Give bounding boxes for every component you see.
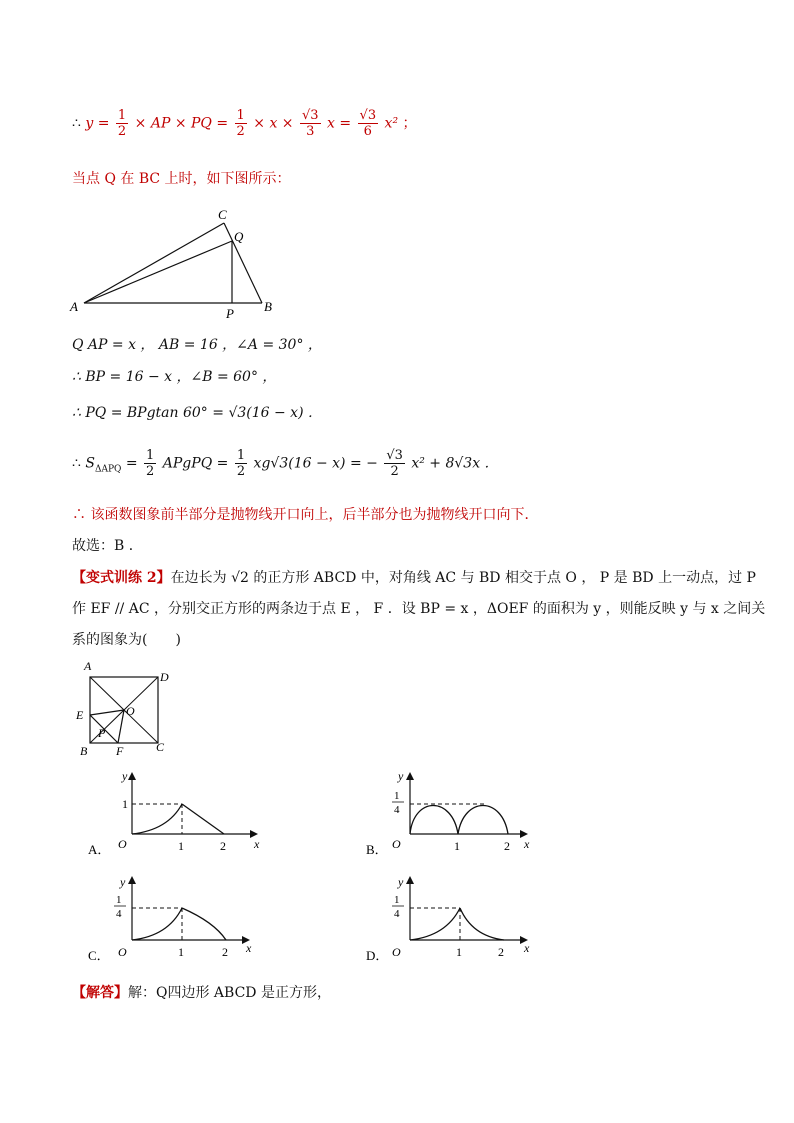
- svg-text:1: 1: [456, 945, 462, 959]
- option-letter: B．: [366, 842, 388, 857]
- svg-text:y: y: [398, 769, 404, 783]
- option-letter: C．: [88, 948, 110, 963]
- option-letter: D．: [366, 948, 389, 963]
- fraction-one-half: $\frac{1}{2}$: [117, 108, 127, 139]
- formula-area-apq: ∴ $S_{\Delta APQ}$ = $\frac{1}{2}$ APgPQ = $\frac{1}{2}$ xg√3(16 − x) = − $\frac{√3}{2}$ x² + 8√3x ．: [72, 448, 499, 479]
- svg-text:1: 1: [122, 797, 128, 811]
- option-b-graph[interactable]: [362, 768, 542, 860]
- curve-hump-1: [410, 806, 458, 835]
- conclusion-text: ∴ 该函数图象前半部分是抛物线开口向上，后半部分也为抛物线开口向下．: [72, 507, 539, 523]
- label-d: D: [160, 670, 169, 684]
- option-d-graph[interactable]: [362, 872, 542, 964]
- segment-eo: [90, 710, 124, 715]
- fraction-root3-over-6: $\frac{√3}{6}$: [359, 108, 377, 139]
- problem-line-2: 作 EF // AC ，分别交正方形的两条边于点 E ， F ．设 BP = x ，ΔOEF 的面积为 y ，则能反映 y 与 x 之间关: [72, 601, 766, 617]
- square-figure: [72, 657, 182, 759]
- option-c-graph[interactable]: [84, 872, 264, 964]
- problem-tag: 【变式训练 2】: [72, 570, 171, 586]
- step-bp: ∴ BP = 16 − x ，∠B = 60° ，: [72, 369, 277, 385]
- curve-part-1: [132, 804, 182, 834]
- fraction-one-half-2: $\frac{1}{2}$: [236, 108, 245, 139]
- svg-text:y: y: [120, 875, 126, 889]
- svg-text:O: O: [118, 945, 127, 959]
- svg-text:x: x: [524, 837, 530, 851]
- label-p: P: [226, 306, 234, 321]
- segment-aq: [84, 241, 232, 303]
- svg-text:2: 2: [220, 839, 226, 853]
- svg-text:1: 1: [454, 839, 460, 853]
- svg-text:O: O: [118, 837, 127, 851]
- svg-text:O: O: [392, 945, 401, 959]
- svg-text:y: y: [122, 769, 128, 783]
- formula-area-line: ∴ y = $\frac{1}{2}$ × AP × PQ = $\frac{1}{2}$ × x × $\frac{√3}{3}$ x = $\frac{√3}{6}$ x² ；: [72, 108, 417, 139]
- label-c: C: [156, 740, 165, 754]
- svg-text:O: O: [392, 837, 401, 851]
- formula-y-equals: y =: [85, 115, 114, 132]
- fraction-root3-over-3: $\frac{√3}{3}$: [301, 108, 319, 139]
- label-b: B: [80, 744, 88, 758]
- label-e: E: [76, 708, 84, 722]
- svg-text:4: 4: [394, 908, 400, 920]
- svg-text:4: 4: [116, 908, 122, 920]
- option-a-graph[interactable]: [84, 768, 264, 860]
- svg-text:1: 1: [178, 839, 184, 853]
- label-f: F: [116, 744, 124, 758]
- svg-text:2: 2: [504, 839, 510, 853]
- label-b: B: [264, 299, 272, 314]
- svg-text:y: y: [398, 875, 404, 889]
- segment-ac: [84, 223, 224, 303]
- svg-text:2: 2: [222, 945, 228, 959]
- given-conditions: Q AP = x ， AB = 16 ，∠A = 30° ，: [72, 337, 322, 353]
- label-c: C: [218, 207, 227, 222]
- curve-hump-2: [458, 806, 508, 835]
- label-a: A: [70, 299, 78, 314]
- svg-text:2: 2: [498, 945, 504, 959]
- curve-part-2: [182, 908, 226, 940]
- curve-part-2: [460, 908, 504, 940]
- curve-part-1: [132, 908, 182, 940]
- svg-text:x: x: [524, 941, 530, 955]
- svg-text:x: x: [254, 837, 260, 851]
- label-p: P: [98, 726, 106, 740]
- option-letter: A．: [88, 842, 111, 857]
- answer-choice: 故选：B ．: [72, 538, 143, 554]
- step-pq: ∴ PQ = BPgtan 60° = √3(16 − x) ．: [72, 405, 322, 421]
- triangle-figure: [68, 205, 288, 325]
- curve-part-1: [410, 908, 460, 940]
- svg-text:1: 1: [116, 894, 122, 906]
- curve-part-2: [182, 804, 224, 834]
- problem-line-3: 系的图象为( ): [72, 632, 181, 648]
- label-q: Q: [234, 229, 244, 244]
- solution-tag: 【解答】: [72, 985, 128, 1001]
- caption-q-on-bc: 当点 Q 在 BC 上时，如下图所示：: [72, 171, 291, 187]
- label-a: A: [84, 659, 92, 673]
- label-o: O: [126, 704, 135, 718]
- solution-line: 【解答】解：Q四边形 ABCD 是正方形，: [72, 985, 331, 1001]
- svg-text:1: 1: [394, 894, 400, 906]
- problem-line-1: 【变式训练 2】在边长为 √2 的正方形 ABCD 中，对角线 AC 与 BD 相交于点 O ， P 是 BD 上一动点，过 P: [72, 570, 756, 586]
- svg-text:1: 1: [394, 790, 400, 802]
- svg-text:1: 1: [178, 945, 184, 959]
- svg-text:x: x: [246, 941, 252, 955]
- svg-text:4: 4: [394, 804, 400, 816]
